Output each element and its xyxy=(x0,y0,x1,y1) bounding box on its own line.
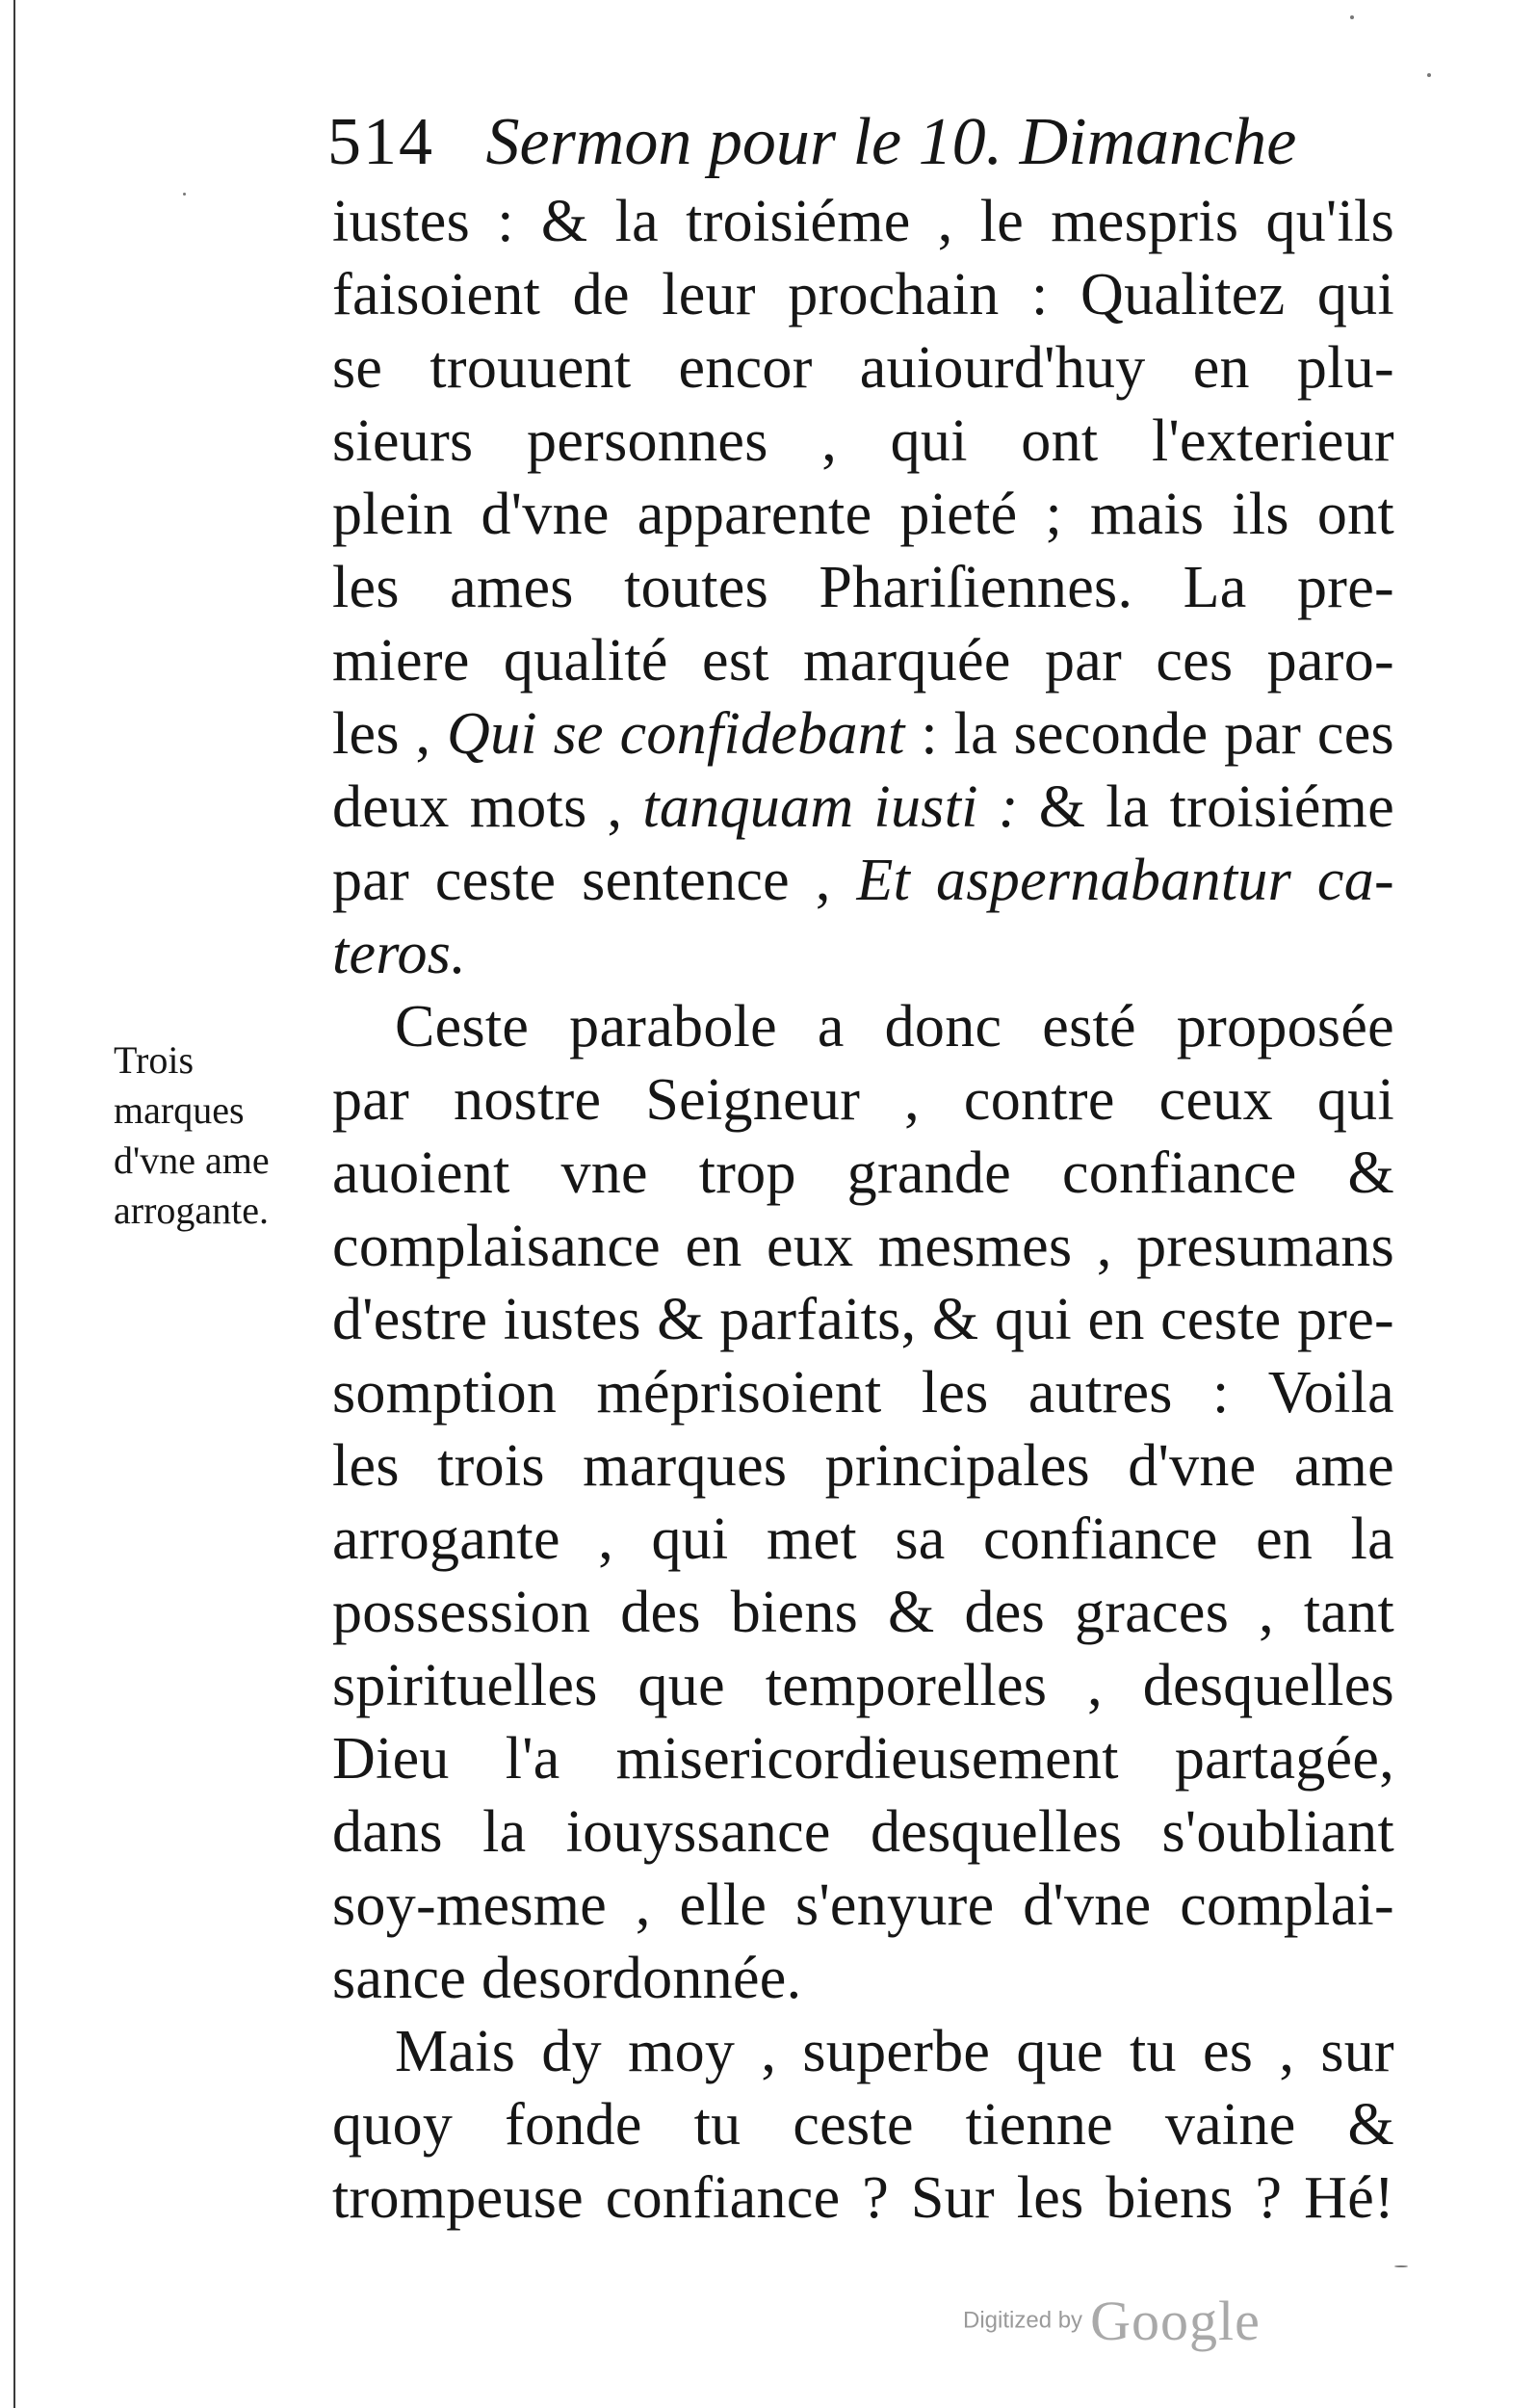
text-line xyxy=(332,844,1394,917)
stray-ink-mark xyxy=(183,193,186,196)
text-line: Ceste parabole a donc esté proposée xyxy=(395,994,1394,1060)
text-line: les trois marques principales d'vne ame xyxy=(332,1433,1394,1499)
latin-quotation: teros. xyxy=(332,921,466,986)
running-header xyxy=(327,104,1387,181)
latin-quotation: Qui se confidebant xyxy=(447,701,905,767)
text-line xyxy=(332,917,1394,990)
text-line: miere qualité est marquée par ces paro- xyxy=(332,628,1394,694)
text-line xyxy=(332,771,1394,844)
text-line: quoy fonde tu ceste tienne vaine & xyxy=(332,2092,1394,2158)
text-line: spirituelles que temporelles , desquelles xyxy=(332,1653,1394,1718)
text-line: Mais dy moy , superbe que tu es , sur xyxy=(395,2019,1394,2084)
text-line: possession des biens & des graces , tant xyxy=(332,1580,1394,1645)
text-line: faisoient de leur prochain : Qualitez qui xyxy=(332,262,1394,327)
text-line: auoient vne trop grande confiance & xyxy=(332,1140,1394,1206)
text-line: les ames toutes Phariſiennes. La pre- xyxy=(332,555,1394,620)
marginal-note-line: Trois xyxy=(114,1038,195,1082)
text-line: par nostre Seigneur , contre ceux qui xyxy=(332,1067,1394,1133)
line-text: & la troisiéme xyxy=(1018,774,1395,840)
latin-quotation: tanquam iusti : xyxy=(642,774,1019,840)
stray-ink-mark xyxy=(1427,73,1431,77)
text-line: se trouuent encor auiourd'huy en plu- xyxy=(332,335,1394,401)
line-text: par ceste sentence , xyxy=(332,848,857,913)
marginal-note xyxy=(114,1035,316,1236)
marginal-note-line: arrogante. xyxy=(114,1189,270,1232)
line-text: les , xyxy=(332,701,448,767)
text-line: iustes : & la troisiéme , le mespris qu'ils xyxy=(332,189,1394,254)
page-number: 514 xyxy=(327,105,434,179)
text-line: complaisance en eux mesmes , presumans xyxy=(332,1214,1394,1279)
line-text: deux mots , xyxy=(332,774,643,840)
text-line: sieurs personnes , qui ont l'exterieur xyxy=(332,408,1394,474)
google-wordmark: Google xyxy=(1090,2290,1261,2352)
line-text: : la seconde par ces xyxy=(904,701,1394,767)
text-line: soy-mesme , elle s'enyure d'vne complai- xyxy=(332,1872,1394,1938)
text-line: arrogante , qui met sa confiance en la xyxy=(332,1506,1394,1572)
text-line: sance desordonnée. xyxy=(332,1946,802,2011)
text-line: somption méprisoient les autres : Voila xyxy=(332,1360,1394,1426)
text-line xyxy=(332,697,1394,771)
text-line: Dieu l'a misericordieusement partagée, xyxy=(332,1726,1394,1792)
digitized-watermark xyxy=(963,2289,1261,2356)
stray-ink-mark xyxy=(1394,2265,1408,2267)
stray-ink-mark xyxy=(1350,15,1354,19)
text-line: dans la iouyssance desquelles s'oubliant xyxy=(332,1799,1394,1865)
digitized-by-label: Digitized by xyxy=(963,2307,1083,2334)
page-edge-line xyxy=(13,0,15,2408)
running-title: Sermon pour le 10. Dimanche xyxy=(485,105,1297,179)
text-line: plein d'vne apparente pieté ; mais ils ont xyxy=(332,482,1394,547)
text-line: d'estre iustes & parfaits, & qui en ceste pre- xyxy=(332,1287,1394,1352)
latin-quotation: Et aspernabantur ca- xyxy=(856,848,1394,913)
marginal-note-line: d'vne ame xyxy=(114,1139,270,1182)
marginal-note-line: marques xyxy=(114,1088,245,1132)
body-text xyxy=(332,185,1394,2235)
text-line: trompeuse confiance ? Sur les biens ? Hé! xyxy=(332,2165,1394,2231)
